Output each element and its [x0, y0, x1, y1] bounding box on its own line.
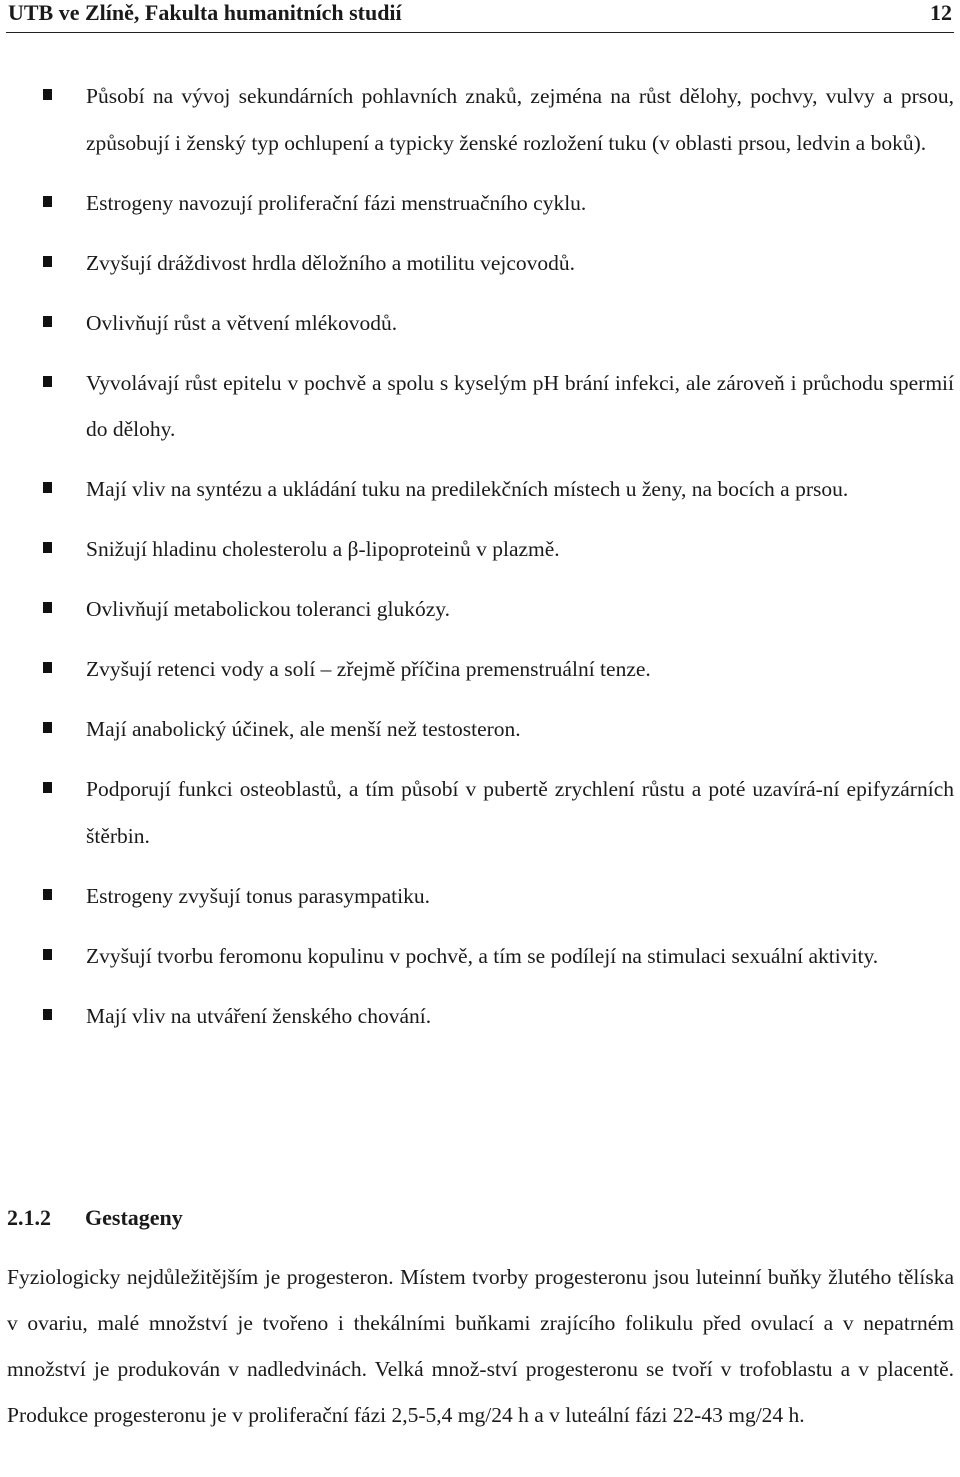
list-item-text: Zvyšují dráždivost hrdla děložního a motilitu vejcovodů.: [86, 250, 576, 275]
square-bullet-icon: [43, 782, 52, 793]
list-item: [0, 873, 960, 920]
section-title: Gestageny: [85, 1205, 183, 1230]
bullet-list: [0, 73, 960, 1053]
list-item-text: Ovlivňují růst a větvení mlékovodů.: [86, 310, 398, 335]
list-item: [0, 180, 960, 227]
square-bullet-icon: [43, 542, 52, 553]
list-item: [0, 73, 960, 166]
list-item-text: Ovlivňují metabolickou toleranci glukózy.: [86, 597, 451, 621]
section-number: 2.1.2: [7, 1205, 51, 1230]
list-item-text: Zvyšují retenci vody a solí – zřejmě příčina premenstruální tenze.: [86, 657, 651, 681]
list-item: [0, 993, 960, 1040]
square-bullet-icon: [43, 196, 52, 207]
square-bullet-icon: [43, 662, 52, 673]
list-item: [0, 586, 960, 633]
square-bullet-icon: [43, 889, 52, 900]
body-paragraph: Fyziologicky nejdůležitějším je progesteron. Místem tvorby progesteronu jsou luteinní buňky žlutého tělíska v ovariu, malé množství je tvořeno i thekálními buňkami zrajícího folikulu před ovulací a v nepatrném množství je produkován v nadledvinách. Velká množ-ství progesteronu se tvoří v trofoblastu a v placentě. Produkce progesteronu je v proliferační fázi 2,5-5,4 mg/24 h a v luteální fázi 22-43 mg/24 h.: [7, 1265, 954, 1427]
list-item: [0, 646, 960, 693]
list-item: [0, 240, 960, 287]
list-item-text: Mají vliv na utváření ženského chování.: [86, 1003, 432, 1028]
square-bullet-icon: [43, 316, 52, 327]
square-bullet-icon: [43, 722, 52, 733]
list-item: [0, 466, 960, 513]
list-item-text: Mají anabolický účinek, ale menší než testosteron.: [86, 717, 521, 741]
list-item: [0, 526, 960, 573]
list-item-text: Estrogeny navozují proliferační fázi menstruačního cyklu.: [86, 190, 587, 215]
list-item: [0, 300, 960, 347]
list-item: [0, 766, 960, 859]
header-title: UTB ve Zlíně, Fakulta humanitních studií: [8, 0, 402, 25]
list-item-text: Zvyšují tvorbu feromonu kopulinu v pochvě, a tím se podílejí na stimulaci sexuální aktivity.: [86, 943, 879, 968]
list-item-text: Působí na vývoj sekundárních pohlavních znaků, zejména na růst dělohy, pochvy, vulvy a prsou, způsobují i ženský typ ochlupení a typicky ženské rozložení tuku (v oblasti prsou, ledvin a boků).: [86, 84, 954, 155]
square-bullet-icon: [43, 949, 52, 960]
square-bullet-icon: [43, 376, 52, 387]
page-number: 12: [930, 0, 952, 25]
list-item-text: Vyvolávají růst epitelu v pochvě a spolu s kyselým pH brání infekci, ale zároveň i průchodu spermií do dělohy.: [86, 370, 954, 441]
square-bullet-icon: [43, 602, 52, 613]
square-bullet-icon: [43, 89, 52, 100]
square-bullet-icon: [43, 482, 52, 493]
list-item-text: Mají vliv na syntézu a ukládání tuku na predilekčních místech u ženy, na bocích a prsou.: [86, 477, 849, 501]
list-item-text: Snižují hladinu cholesterolu a β-lipoproteinů v plazmě.: [86, 537, 560, 561]
list-item-text: Estrogeny zvyšují tonus parasympatiku.: [86, 883, 430, 908]
section-heading: [7, 1200, 183, 1236]
list-item: [0, 360, 960, 453]
square-bullet-icon: [43, 256, 52, 267]
list-item: [0, 933, 960, 980]
list-item-text: Podporují funkci osteoblastů, a tím působí v pubertě zrychlení růstu a poté uzavírá-ní epifyzárních štěrbin.: [86, 777, 954, 848]
page-header: [6, 0, 954, 33]
square-bullet-icon: [43, 1009, 52, 1020]
list-item: [0, 706, 960, 753]
